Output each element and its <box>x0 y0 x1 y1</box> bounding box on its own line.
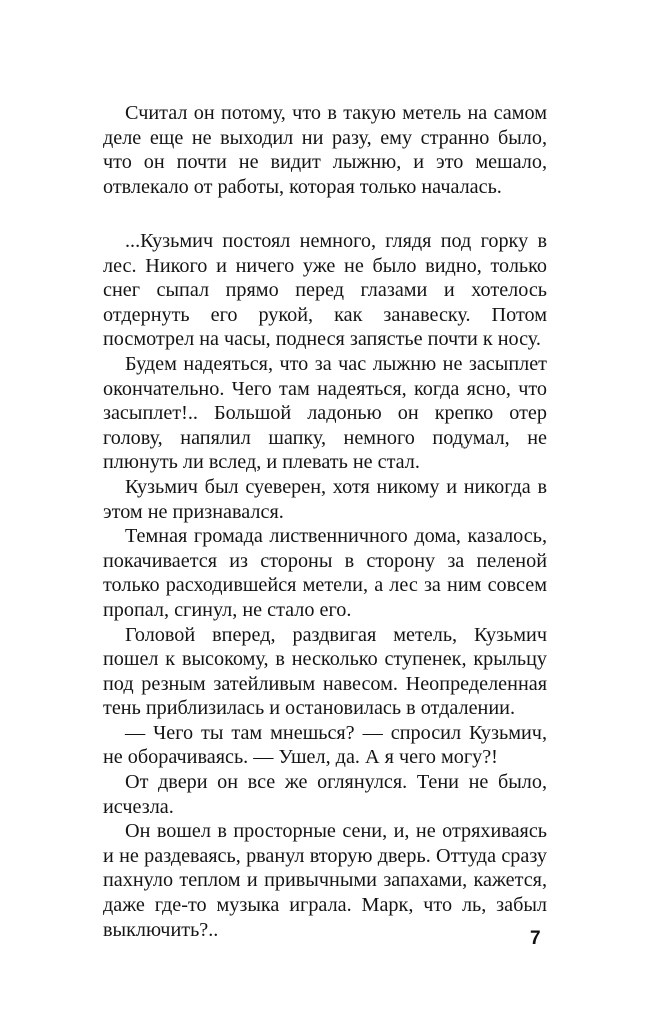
paragraph: Будем надеяться, что за час лыжню не засыплет окончательно. Чего там надеяться, когда ясно, что засыплет!.. Большой ладонью он крепко отер голову, напялил шапку, немного подумал, не плюнуть ли вслед, и плевать не стал. <box>103 352 547 474</box>
paragraph: Кузьмич был суеверен, хотя никому и никогда в этом не признавался. <box>103 475 547 523</box>
text-section-main <box>103 229 547 942</box>
paragraph: — Чего ты там мнешься? — спросил Кузьмич, не оборачиваясь. — Ушел, да. А я чего могу?! <box>103 721 547 769</box>
paragraph: Головой вперед, раздвигая метель, Кузьмич пошел к высокому, в несколько ступенек, крыльцу под резным затейливым навесом. Неопределенная тень приблизилась и остановилась в отдалении. <box>103 623 547 720</box>
page-number: 7 <box>530 928 541 949</box>
text-section-opening <box>103 101 547 199</box>
paragraph: Он вошел в просторные сени, и, не отряхиваясь и не раздеваясь, рванул вторую дверь. Оттуда сразу пахнуло теплом и привычными запахами, кажется, даже где-то музыка играла. Марк, что ль, забыл выключить?.. <box>103 820 547 941</box>
paragraph: ...Кузьмич постоял немного, глядя под горку в лес. Никого и ничего уже не было видно, только снег сыпал прямо перед глазами и хотелось отдернуть его рукой, как занавеску. Потом посмотрел на часы, поднеся запястье почти к носу. <box>103 230 547 351</box>
paragraph: От двери он все же оглянулся. Тени не было, исчезла. <box>103 771 547 818</box>
paragraph: Темная громада лиственничного дома, казалось, покачивается из стороны в сторону за пеленой только расходившейся метели, а лес за ним совсем пропал, сгинул, не стало его. <box>103 525 547 621</box>
paragraph: Считал он потому, что в такую метель на самом деле еще не выходил ни разу, ему странно было, что он почти не видит лыжню, и это мешало, отвлекало от работы, которая только началась. <box>103 102 547 198</box>
